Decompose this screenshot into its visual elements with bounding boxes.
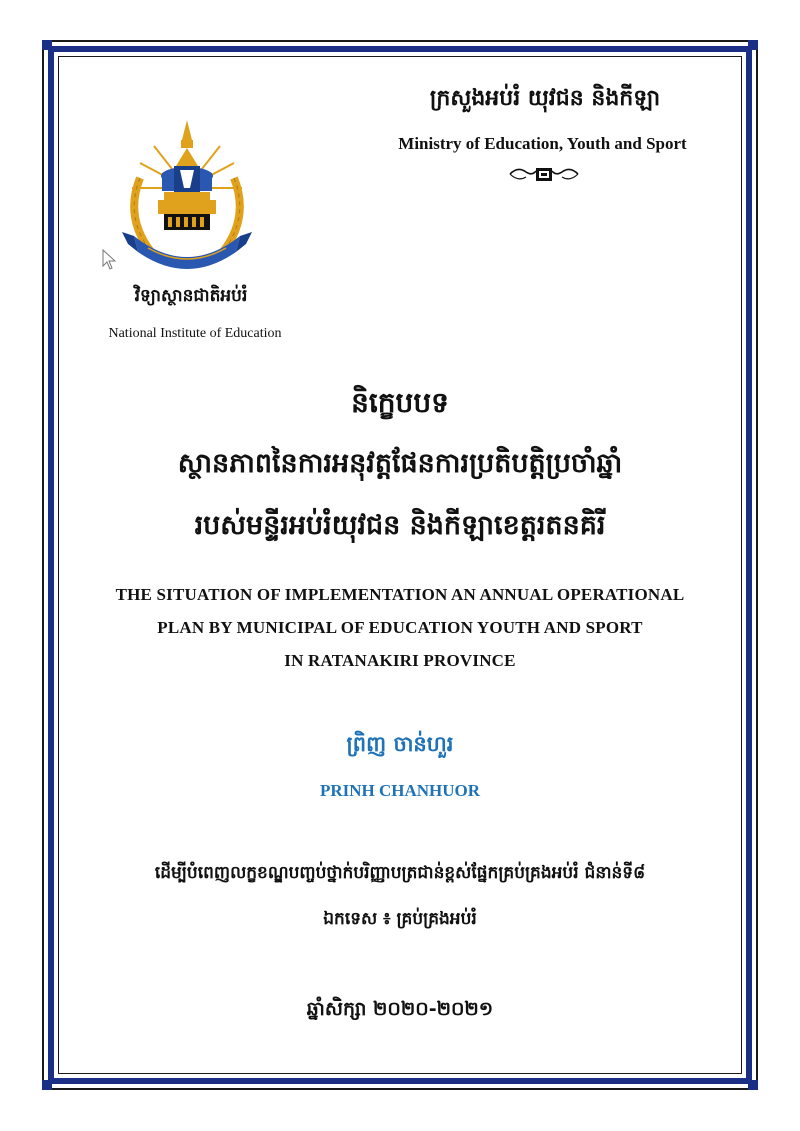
ministry-name-english: Ministry of Education, Youth and Sport	[398, 134, 687, 153]
border-corner-bottom-right	[748, 1080, 758, 1090]
border-corner-top-right	[748, 40, 758, 50]
ornament-divider-icon	[508, 163, 580, 185]
title-english-line-2: PLAN BY MUNICIPAL OF EDUCATION YOUTH AND SPORT	[157, 618, 643, 637]
border-corner-top-left	[42, 40, 52, 50]
author-name-english: PRINH CHANHUOR	[319, 781, 481, 800]
title-khmer-line-2: របស់មន្ទីរអប់រំយុវជន និងកីឡាខេត្តរតនគិរី	[194, 510, 606, 541]
institute-name-khmer: វិទ្យាស្ថានជាតិអប់រំ	[134, 286, 248, 306]
mouse-cursor-icon	[102, 249, 118, 271]
purpose-statement: ដើម្បីបំពេញលក្ខខណ្ឌបញ្ចប់ថ្នាក់បរិញ្ញាបត្រជាន់ខ្ពស់ផ្នែកគ្រប់គ្រងអប់រំ ជំនាន់ទី៨	[154, 863, 646, 883]
document-type-khmer: និក្ខេបបទ	[351, 386, 449, 419]
title-english-line-3: IN RATANAKIRI PROVINCE	[284, 651, 516, 670]
ministry-name-khmer: ក្រសួងអប់រំ យុវជន និងកីឡា	[429, 86, 661, 111]
title-khmer-line-1: ស្ថានភាពនៃការអនុវត្តផែនការប្រតិបត្តិប្រចាំឆ្នាំ	[177, 448, 623, 479]
author-name-khmer: ព្រិញ ចាន់ហួរ	[346, 732, 454, 756]
academic-year: ឆ្នាំសិក្សា ២០២០-២០២១	[306, 998, 494, 1020]
title-english-line-1: THE SITUATION OF IMPLEMENTATION AN ANNUAL OPERATIONAL	[115, 585, 685, 604]
specialization: ឯកទេស ៖ គ្រប់គ្រងអប់រំ	[323, 909, 477, 929]
institute-name-english: National Institute of Education	[108, 326, 282, 341]
title-english	[80, 578, 720, 677]
border-corner-bottom-left	[42, 1080, 52, 1090]
institute-emblem-icon	[112, 118, 262, 283]
